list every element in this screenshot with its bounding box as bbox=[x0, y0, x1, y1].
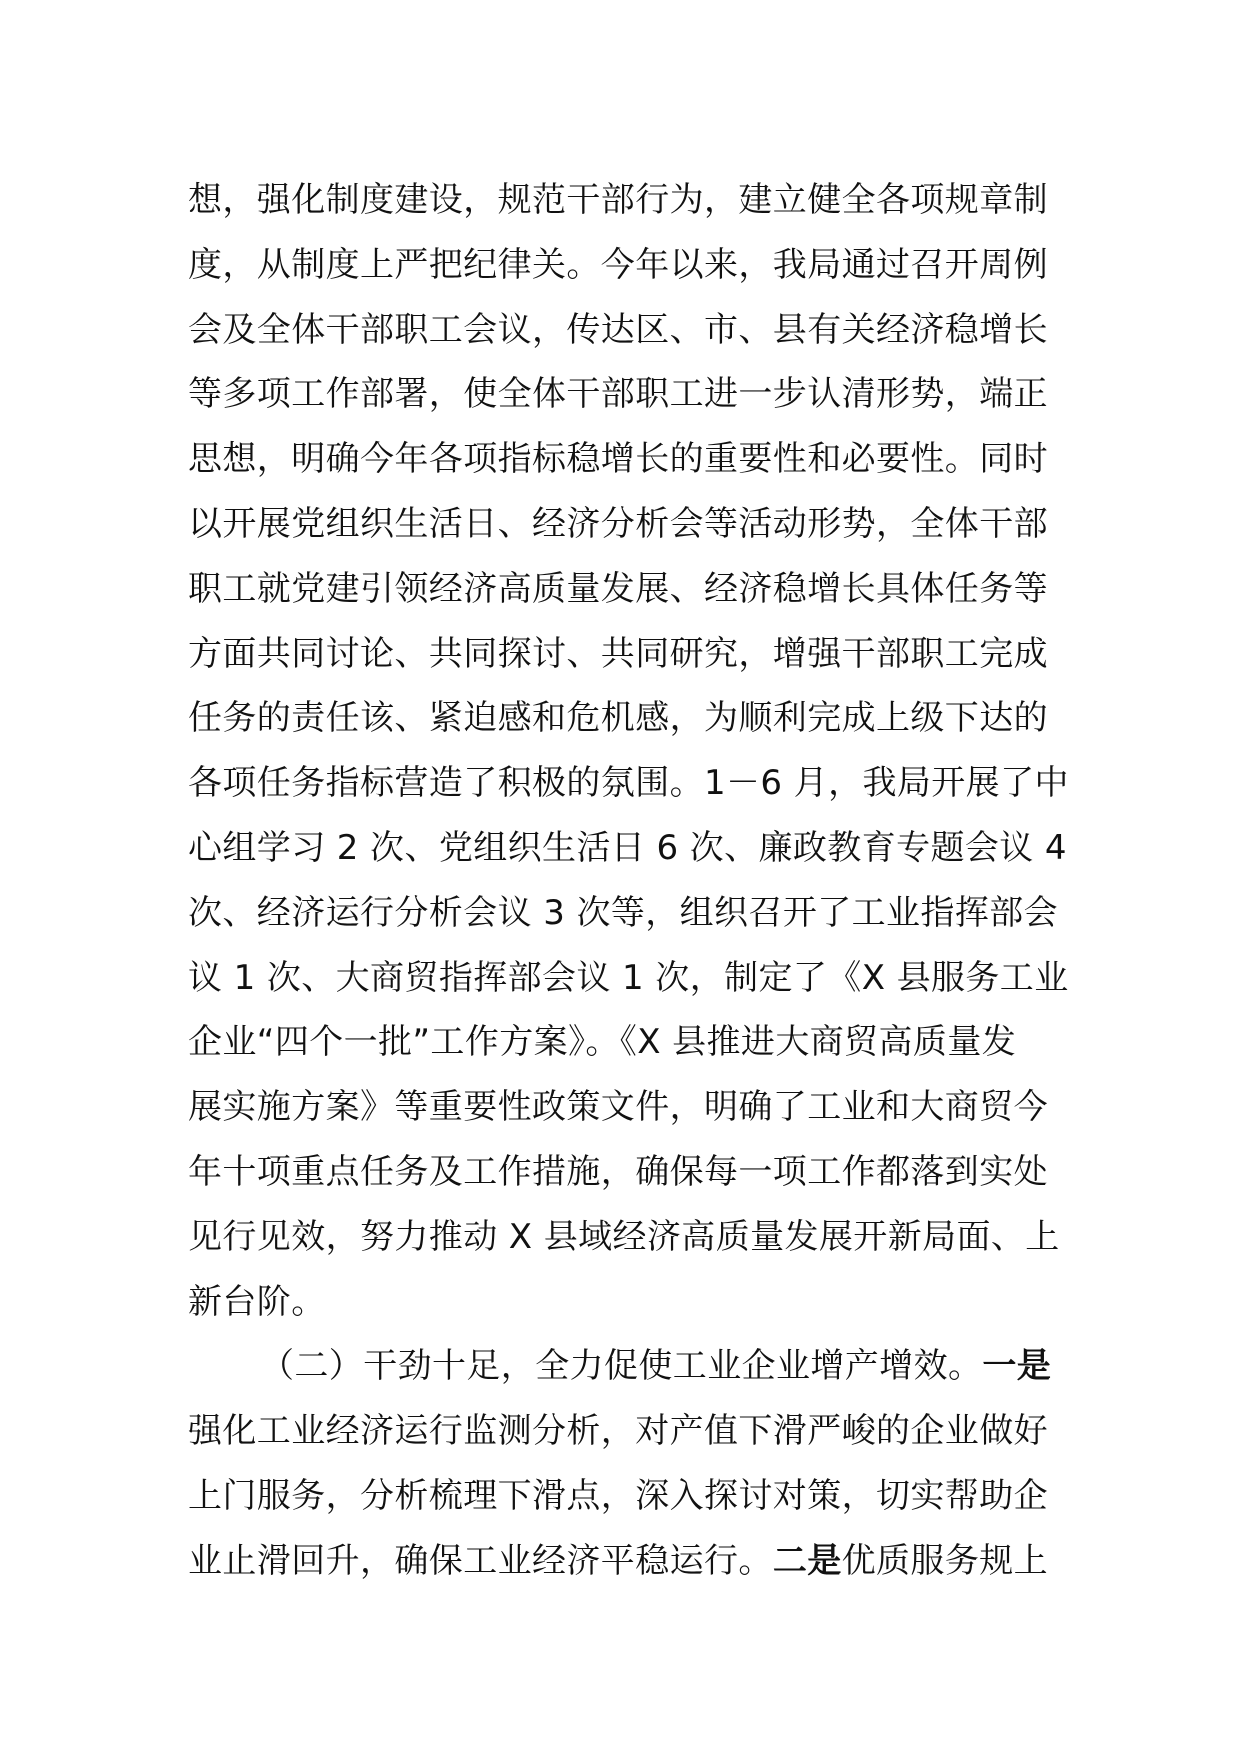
text-line: 上门服务，分析梳理下滑点，深入探讨对策，切实帮助企 bbox=[188, 1475, 1048, 1516]
text-line bbox=[188, 1529, 1068, 1594]
text-line: 年十项重点任务及工作措施，确保每一项工作都落到实处 bbox=[188, 1151, 1048, 1192]
text-line: 职工就党建引领经济高质量发展、经济稳增长具体任务等 bbox=[188, 568, 1048, 609]
section-heading-line bbox=[188, 1334, 1068, 1399]
text-line: 议 1 次、大商贸指挥部会议 1 次，制定了《X 县服务工业 bbox=[188, 957, 1069, 998]
bold-marker: 二是 bbox=[772, 1540, 842, 1581]
bold-marker: 一是 bbox=[982, 1346, 1052, 1387]
text-line: 企业“四个一批”工作方案》。《X 县推进大商贸高质量发 bbox=[188, 1022, 1017, 1063]
line-text: 业止滑回升，确保工业经济平稳运行。 bbox=[188, 1540, 773, 1581]
text-line: 思想，明确今年各项指标稳增长的重要性和必要性。同时 bbox=[188, 439, 1048, 480]
text-line: 展实施方案》等重要性政策文件，明确了工业和大商贸今 bbox=[188, 1087, 1048, 1128]
text-line: 想，强化制度建设，规范干部行为，建立健全各项规章制 bbox=[188, 180, 1048, 220]
text-line: 见行见效，努力推动 X 县域经济高质量发展开新局面、上 bbox=[188, 1216, 1060, 1257]
text-line: 强化工业经济运行监测分析，对产值下滑严峻的企业做好 bbox=[188, 1411, 1048, 1452]
text-line: 新台阶。 bbox=[188, 1281, 326, 1322]
text-line: 以开展党组织生活日、经济分析会等活动形势，全体干部 bbox=[188, 503, 1048, 544]
body-text bbox=[188, 168, 1068, 1594]
text-line: 心组学习 2 次、党组织生活日 6 次、廉政教育专题会议 4 bbox=[188, 827, 1067, 868]
text-line: 次、经济运行分析会议 3 次等，组织召开了工业指挥部会 bbox=[188, 892, 1059, 933]
text-line: 方面共同讨论、共同探讨、共同研究，增强干部职工完成 bbox=[188, 633, 1048, 674]
text-line: 等多项工作部署，使全体干部职工进一步认清形势，端正 bbox=[188, 374, 1048, 415]
text-line: 会及全体干部职工会议，传达区、市、县有关经济稳增长 bbox=[188, 309, 1048, 350]
text-line: 度，从制度上严把纪律关。今年以来，我局通过召开周例 bbox=[188, 244, 1048, 285]
section-heading-text: （二）干劲十足，全力促使工业企业增产增效。 bbox=[260, 1346, 983, 1387]
text-line: 各项任务指标营造了积极的氛围。1－6 月，我局开展了中 bbox=[188, 763, 1069, 804]
line-text: 优质服务规上 bbox=[841, 1540, 1049, 1581]
text-line: 任务的责任该、紧迫感和危机感，为顺利完成上级下达的 bbox=[188, 698, 1048, 739]
